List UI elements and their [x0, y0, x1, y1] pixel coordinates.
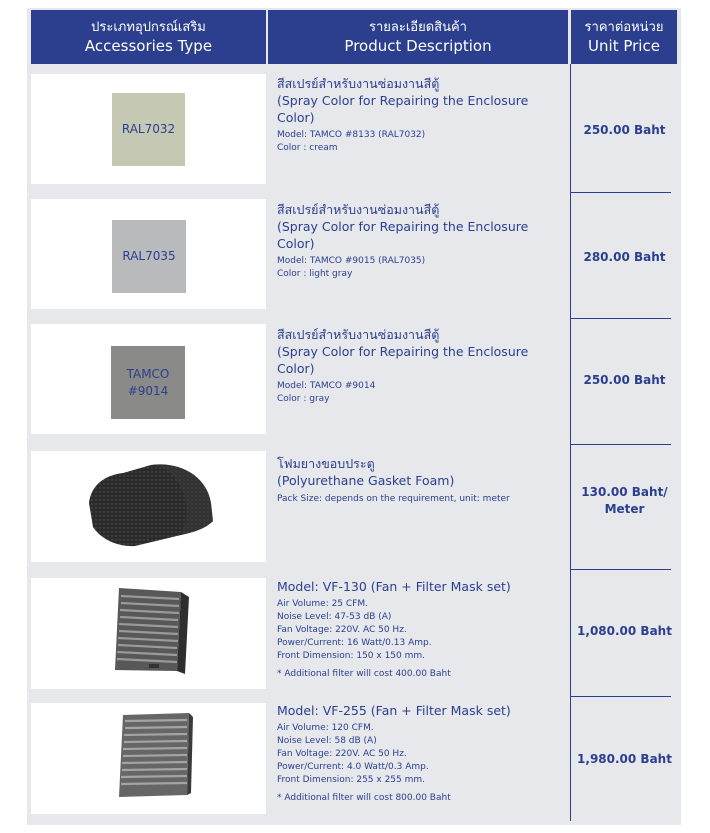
spec-line: Front Dimension: 150 x 150 mm. — [277, 651, 426, 661]
swatch-ral7035 — [112, 220, 186, 293]
image-cell — [31, 703, 266, 814]
row-divider — [571, 696, 671, 697]
image-cell — [31, 578, 266, 689]
product-description — [277, 702, 567, 805]
swatch-tamco9014 — [111, 346, 185, 419]
title-english: (Spray Color for Repairing the Enclosure Color) — [277, 93, 529, 125]
header-accessories-type — [31, 10, 266, 64]
spec-line: Power/Current: 4.0 Watt/0.3 Amp. — [277, 762, 429, 772]
price-line: 130.00 Baht/ — [581, 485, 668, 499]
spec-line: Air Volume: 25 CFM. — [277, 599, 368, 609]
product-description — [277, 201, 567, 281]
unit-price: 250.00 Baht — [583, 373, 666, 387]
spec-line: Noise Level: 58 dB (A) — [277, 736, 377, 746]
spec-line: Noise Level: 47-53 dB (A) — [277, 612, 392, 622]
image-cell — [31, 199, 266, 309]
header-col1-english: Accessories Type — [84, 37, 213, 55]
unit-price: 1,080.00 Baht — [577, 624, 672, 638]
product-description — [277, 578, 567, 681]
spec-line: Pack Size: depends on the requirement, unit: meter — [277, 494, 510, 504]
row-divider — [571, 444, 671, 445]
spec-line: Model: TAMCO #9014 — [277, 381, 376, 391]
spec-line: Air Volume: 120 CFM. — [277, 723, 374, 733]
title-thai: สีสเปรย์สำหรับงานซ่อมงานสีตู้ — [277, 202, 440, 217]
spec-line: Model: TAMCO #8133 (RAL7032) — [277, 130, 426, 140]
column-divider — [570, 64, 571, 821]
additional-filter-note: * Additional filter will cost 800.00 Baht — [277, 793, 451, 803]
product-description — [277, 326, 567, 406]
swatch-label: RAL7035 — [122, 249, 176, 263]
fan-filter-vf130-image — [31, 578, 266, 689]
swatch-label: #9014 — [127, 383, 169, 398]
title-thai: สีสเปรย์สำหรับงานซ่อมงานสีตู้ — [277, 327, 440, 342]
price-line: Meter — [604, 502, 645, 516]
title-english: (Polyurethane Gasket Foam) — [277, 473, 455, 488]
spec-line: Color : cream — [277, 143, 338, 153]
title-english: (Spray Color for Repairing the Enclosure Color) — [277, 344, 529, 376]
header-unit-price — [571, 10, 677, 64]
unit-price: 1,980.00 Baht — [577, 752, 672, 766]
image-cell — [31, 451, 266, 562]
model-title: Model: VF-130 (Fan + Filter Mask set) — [277, 579, 511, 594]
header-col3-english: Unit Price — [588, 37, 660, 55]
header-col1-thai: ประเภทอุปกรณ์เสริม — [91, 20, 206, 35]
unit-price: 280.00 Baht — [583, 250, 666, 264]
row-divider — [571, 569, 671, 570]
additional-filter-note: * Additional filter will cost 400.00 Baht — [277, 669, 451, 679]
spec-line: Model: TAMCO #9015 (RAL7035) — [277, 256, 426, 266]
header-col2-english: Product Description — [344, 37, 492, 55]
product-description — [277, 75, 567, 155]
gasket-foam-image — [31, 451, 266, 562]
swatch-label: RAL7032 — [121, 122, 176, 136]
row-divider — [571, 192, 671, 193]
spec-line: Color : gray — [277, 394, 330, 404]
image-cell — [31, 74, 266, 184]
title-english: (Spray Color for Repairing the Enclosure Color) — [277, 219, 529, 251]
spec-line: Fan Voltage: 220V. AC 50 Hz. — [277, 749, 407, 759]
header-col3-thai: ราคาต่อหน่วย — [584, 20, 664, 35]
title-thai: สีสเปรย์สำหรับงานซ่อมงานสีตู้ — [277, 76, 440, 91]
header-col2-thai: รายละเอียดสินค้า — [369, 20, 467, 35]
header-product-description — [268, 10, 568, 64]
swatch-ral7032 — [112, 93, 185, 166]
swatch-label: TAMCO — [126, 366, 170, 381]
unit-price — [572, 484, 677, 518]
unit-price: 250.00 Baht — [583, 123, 666, 137]
title-thai: โฟมยางขอบประตู — [277, 456, 375, 471]
spec-line: Fan Voltage: 220V. AC 50 Hz. — [277, 625, 407, 635]
spec-line: Color : light gray — [277, 269, 353, 279]
spec-line: Front Dimension: 255 x 255 mm. — [277, 775, 426, 785]
product-description — [277, 455, 567, 506]
row-divider — [571, 318, 671, 319]
image-cell — [31, 324, 266, 434]
spec-line: Power/Current: 16 Watt/0.13 Amp. — [277, 638, 432, 648]
model-title: Model: VF-255 (Fan + Filter Mask set) — [277, 703, 511, 718]
fan-filter-vf255-image — [31, 703, 266, 814]
